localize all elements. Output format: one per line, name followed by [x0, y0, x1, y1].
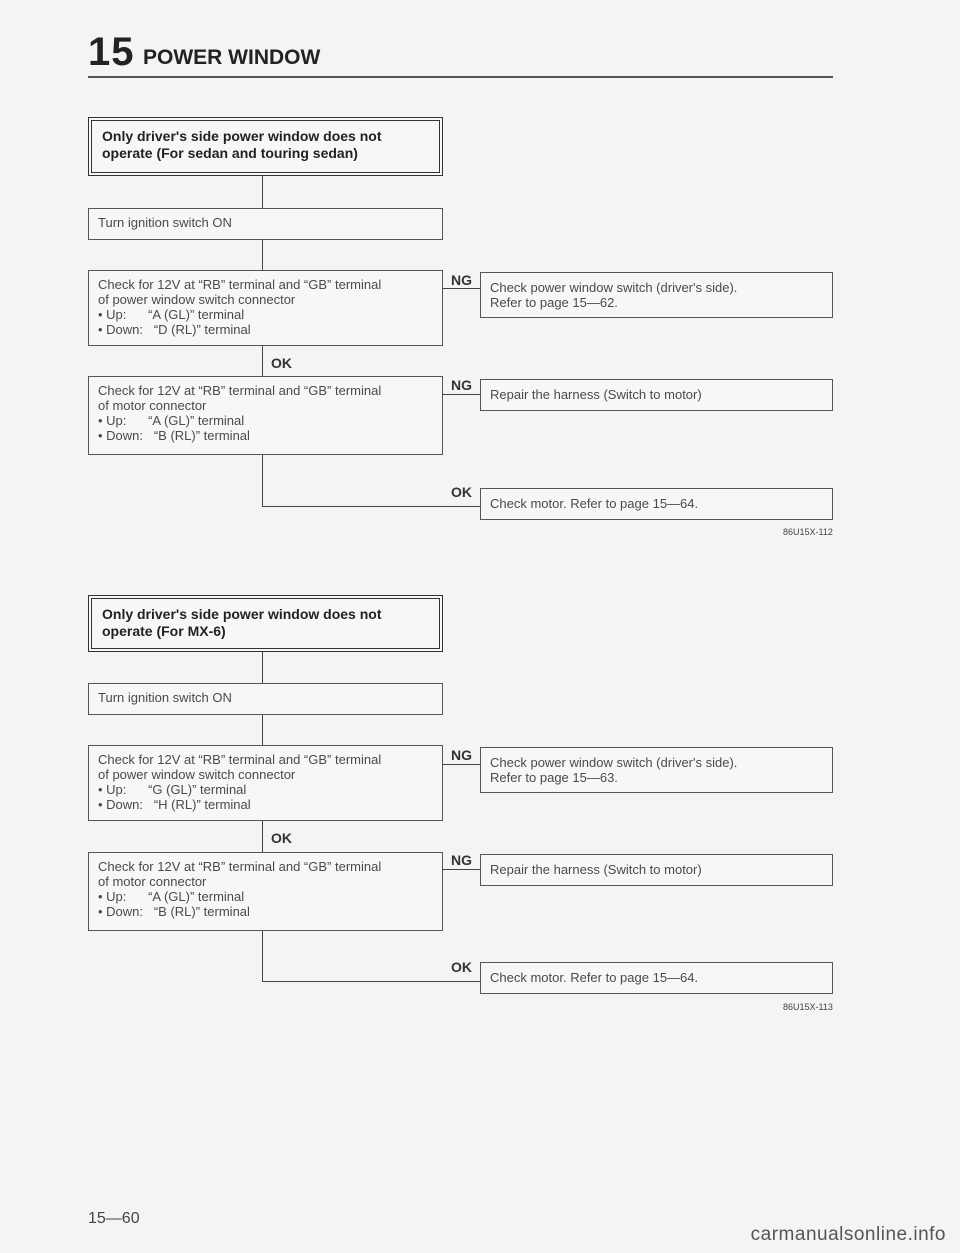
flow1-result3-box: [480, 379, 833, 411]
flow2-result4-box: [480, 962, 833, 994]
flow1-connector-4: [262, 455, 263, 507]
flow1-step3-line-4: • Down: “B (RL)” terminal: [98, 428, 250, 443]
flow2-step2-line-2: of power window switch connector: [98, 767, 296, 782]
flow2-figure-code: 86U15X-113: [783, 1002, 833, 1012]
flow2-step1-text: Turn ignition switch ON: [98, 690, 232, 705]
flow1-step2-line-3: • Up: “A (GL)” terminal: [98, 307, 245, 322]
flow1-result4-text: Check motor. Refer to page 15—64.: [490, 496, 699, 511]
flow1-step3-box: [88, 376, 443, 455]
flow2-connector-3: [262, 821, 263, 852]
flow1-title-line-1: Only driver's side power window does not: [102, 128, 382, 144]
flow2-connector-1: [262, 652, 263, 683]
flow1-connector-1: [262, 176, 263, 208]
flow2-result3-text: Repair the harness (Switch to motor): [490, 862, 702, 877]
flow2-result2-line-2: Refer to page 15—63.: [490, 770, 618, 785]
flow1-result2-line-2: Refer to page 15—62.: [490, 295, 618, 310]
flow2-ok-label-2: OK: [451, 959, 472, 975]
flow1-ng-connector-1: [443, 288, 480, 289]
flow2-result4-text: Check motor. Refer to page 15—64.: [490, 970, 699, 985]
flow1-ok-label-2: OK: [451, 484, 472, 500]
section-title: POWER WINDOW: [143, 46, 321, 69]
flow1-step2-line-1: Check for 12V at “RB” terminal and “GB” terminal: [98, 277, 382, 292]
flow2-ng-connector-2: [443, 869, 480, 870]
flow2-ng-label-1: NG: [451, 747, 472, 763]
flow2-title-line-2: operate (For MX-6): [102, 623, 226, 639]
flow2-ng-connector-1: [443, 764, 480, 765]
flow2-step3-line-1: Check for 12V at “RB” terminal and “GB” terminal: [98, 859, 382, 874]
flow2-result2-line-1: Check power window switch (driver's side).: [490, 755, 738, 770]
flow2-step2-line-3: • Up: “G (GL)” terminal: [98, 782, 247, 797]
flow1-step1-box: [88, 208, 443, 240]
flow1-ok-connector: [262, 506, 480, 507]
flow1-step2-box: [88, 270, 443, 346]
flow2-step3-line-2: of motor connector: [98, 874, 207, 889]
flow1-title-box: [88, 117, 443, 176]
flow1-step3-line-3: • Up: “A (GL)” terminal: [98, 413, 245, 428]
flow1-ng-label-1: NG: [451, 272, 472, 288]
flow2-ok-label-1: OK: [271, 830, 292, 846]
flow2-step2-line-4: • Down: “H (RL)” terminal: [98, 797, 251, 812]
flow1-step2-line-4: • Down: “D (RL)” terminal: [98, 322, 251, 337]
flow1-ok-label-1: OK: [271, 355, 292, 371]
flow2-result3-box: [480, 854, 833, 886]
section-number: 15: [88, 30, 135, 74]
flow1-result2-line-1: Check power window switch (driver's side).: [490, 280, 738, 295]
flow2-ng-label-2: NG: [451, 852, 472, 868]
flow1-figure-code: 86U15X-112: [783, 527, 833, 537]
flow2-result2-box: [480, 747, 833, 793]
flow2-title-box: [88, 595, 443, 652]
header-rule: [88, 76, 833, 78]
flow1-connector-3: [262, 346, 263, 376]
flow2-step2-line-1: Check for 12V at “RB” terminal and “GB” terminal: [98, 752, 382, 767]
flow1-result2-box: [480, 272, 833, 318]
flow2-step3-box: [88, 852, 443, 931]
flow2-connector-4: [262, 931, 263, 982]
flow1-step2-line-2: of power window switch connector: [98, 292, 296, 307]
flow1-step3-line-2: of motor connector: [98, 398, 207, 413]
flow1-result3-text: Repair the harness (Switch to motor): [490, 387, 702, 402]
flow1-step1-text: Turn ignition switch ON: [98, 215, 232, 230]
flow2-ok-connector: [262, 981, 480, 982]
flow2-step3-line-4: • Down: “B (RL)” terminal: [98, 904, 250, 919]
flow2-step2-box: [88, 745, 443, 821]
flow1-ng-label-2: NG: [451, 377, 472, 393]
page-number: 15—60: [88, 1210, 140, 1227]
flow2-title-line-1: Only driver's side power window does not: [102, 606, 382, 622]
flow1-ng-connector-2: [443, 394, 480, 395]
flow2-connector-2: [262, 715, 263, 745]
flow1-title-line-2: operate (For sedan and touring sedan): [102, 145, 358, 161]
flow1-result4-box: [480, 488, 833, 520]
watermark: carmanualsonline.info: [750, 1224, 946, 1245]
flow1-step3-line-1: Check for 12V at “RB” terminal and “GB” terminal: [98, 383, 382, 398]
flow1-connector-2: [262, 240, 263, 270]
flow2-step3-line-3: • Up: “A (GL)” terminal: [98, 889, 245, 904]
flow2-step1-box: [88, 683, 443, 715]
